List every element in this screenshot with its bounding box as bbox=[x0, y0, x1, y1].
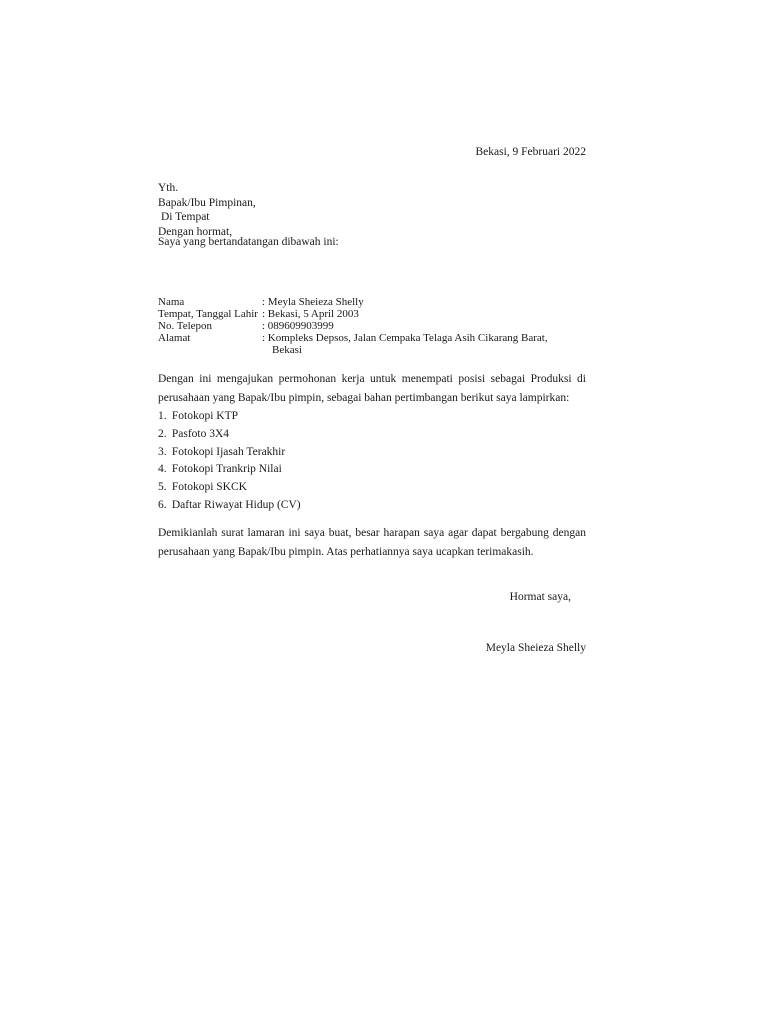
recipient-location: Di Tempat bbox=[161, 211, 210, 223]
identity-label: Nama bbox=[158, 296, 185, 308]
identity-label: Tempat, Tanggal Lahir bbox=[158, 308, 258, 320]
identity-row-address bbox=[158, 332, 548, 344]
address-continuation: Bekasi bbox=[272, 344, 302, 356]
list-item bbox=[158, 461, 301, 479]
signature-name: Meyla Sheieza Shelly bbox=[485, 642, 586, 654]
intro-line: Saya yang bertandatangan dibawah ini: bbox=[158, 236, 339, 248]
item-number: 6. bbox=[158, 498, 167, 511]
identity-block bbox=[158, 296, 548, 356]
recipient-block bbox=[158, 181, 256, 239]
identity-value: : Meyla Sheieza Shelly bbox=[262, 296, 364, 308]
greeting: Dengan hormat, bbox=[158, 225, 233, 238]
letter-date: Bekasi, 9 Februari 2022 bbox=[475, 146, 586, 158]
item-text: Fotokopi Trankrip Nilai bbox=[171, 463, 282, 476]
item-text: Fotokopi KTP bbox=[171, 410, 239, 422]
item-text: Fotokopi SKCK bbox=[171, 481, 247, 494]
identity-row-phone bbox=[158, 320, 548, 332]
item-number: 3. bbox=[158, 445, 167, 458]
item-number: 5. bbox=[158, 481, 167, 494]
identity-value: : 089609903999 bbox=[262, 320, 334, 332]
identity-row-birth bbox=[158, 308, 548, 320]
list-item bbox=[158, 444, 301, 462]
item-text: Fotokopi Ijasah Terakhir bbox=[171, 445, 286, 458]
list-item bbox=[158, 479, 301, 497]
item-text: Pasfoto 3X4 bbox=[171, 427, 230, 440]
item-number: 2. bbox=[158, 427, 167, 440]
application-paragraph: Dengan ini mengajukan permohonan kerja untuk menempati posisi sebagai Produksi di perusahaan yang Bapak/Ibu pimpin, sebagai bahan pertimbangan berikut saya lampirkan: bbox=[158, 373, 586, 404]
identity-label: No. Telepon bbox=[158, 320, 213, 332]
identity-value: : Kompleks Depsos, Jalan Cempaka Telaga Asih Cikarang Barat, bbox=[262, 332, 548, 344]
identity-value: : Bekasi, 5 April 2003 bbox=[262, 308, 359, 320]
item-text: Daftar Riwayat Hidup (CV) bbox=[171, 498, 301, 511]
item-number: 1. bbox=[158, 410, 167, 422]
identity-label: Alamat bbox=[158, 332, 191, 344]
list-item bbox=[158, 408, 301, 426]
list-item bbox=[158, 426, 301, 444]
attachment-list bbox=[158, 408, 301, 515]
list-item bbox=[158, 497, 301, 515]
item-number: 4. bbox=[158, 463, 167, 476]
closing-salutation: Hormat saya, bbox=[509, 591, 571, 603]
recipient-title: Bapak/Ibu Pimpinan, bbox=[158, 196, 256, 209]
salutation-yth: Yth. bbox=[158, 182, 179, 194]
identity-row-name bbox=[158, 296, 548, 308]
closing-paragraph: Demikianlah surat lamaran ini saya buat, besar harapan saya agar dapat bergabung dengan perusahaan yang Bapak/Ibu pimpin. Atas perhatiannya saya ucapkan terimakasih. bbox=[158, 527, 586, 558]
